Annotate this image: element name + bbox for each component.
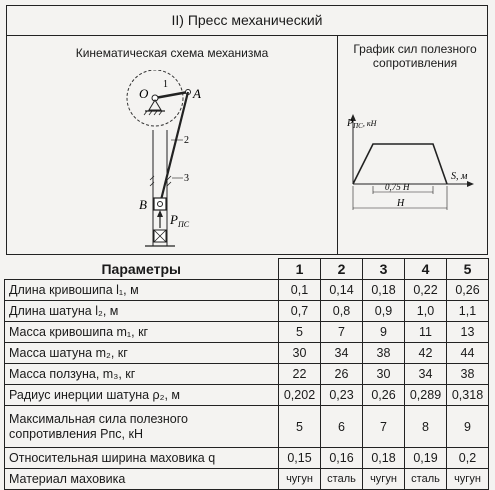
column-header: 3	[363, 259, 405, 280]
param-value: 0,15	[279, 448, 321, 469]
dim-outer-label: H	[397, 198, 405, 209]
param-value: 5	[279, 406, 321, 448]
kinematic-scheme	[117, 70, 227, 256]
param-value: 0,26	[447, 280, 489, 301]
param-value: 13	[447, 322, 489, 343]
param-value: 38	[447, 364, 489, 385]
param-value: 0,23	[321, 385, 363, 406]
param-value: чугун	[279, 469, 321, 490]
param-value: 11	[405, 322, 447, 343]
param-value: 7	[321, 322, 363, 343]
param-name: Масса шатуна m₂, кг	[5, 343, 279, 364]
label-a: A	[193, 86, 201, 101]
table-row	[5, 280, 489, 301]
param-name: Масса ползуна, m₃, кг	[5, 364, 279, 385]
table-row	[5, 406, 489, 448]
param-value: 0,18	[363, 448, 405, 469]
dim-inner-label: 0,75 H	[385, 182, 410, 192]
table-row	[5, 343, 489, 364]
param-value: 30	[279, 343, 321, 364]
column-header: 1	[279, 259, 321, 280]
y-axis-label: $P_{ПС}^{, кН}$	[347, 118, 377, 130]
column-header: 5	[447, 259, 489, 280]
param-value: 0,14	[321, 280, 363, 301]
param-name: Длина кривошипа l₁, м	[5, 280, 279, 301]
param-value: 0,2	[447, 448, 489, 469]
param-value: 0,7	[279, 301, 321, 322]
param-value: 0,26	[363, 385, 405, 406]
param-value: 9	[447, 406, 489, 448]
table-row	[5, 364, 489, 385]
table-row	[5, 469, 489, 490]
label-b: B	[139, 197, 147, 212]
param-name: Масса кривошипа m₁, кг	[5, 322, 279, 343]
title-divider	[7, 35, 487, 36]
param-value: 0,289	[405, 385, 447, 406]
param-value: 34	[405, 364, 447, 385]
column-divider	[337, 35, 338, 254]
param-name: Длина шатуна l₂, м	[5, 301, 279, 322]
param-value: 30	[363, 364, 405, 385]
param-value: 9	[363, 322, 405, 343]
force-curve	[353, 144, 447, 184]
param-value: 42	[405, 343, 447, 364]
param-value: 1,0	[405, 301, 447, 322]
header-box	[6, 5, 488, 255]
param-value: 8	[405, 406, 447, 448]
label-1: 1	[163, 79, 168, 90]
connecting-rod	[160, 92, 188, 204]
param-value: 0,1	[279, 280, 321, 301]
params-header: Параметры	[5, 259, 279, 280]
param-value: 1,1	[447, 301, 489, 322]
param-value: 0,22	[405, 280, 447, 301]
parameters-table	[4, 258, 489, 490]
table-header-row	[5, 259, 489, 280]
param-value: 0,318	[447, 385, 489, 406]
scheme-header: Кинематическая схема механизма	[75, 46, 269, 60]
section-title: II) Пресс механический	[171, 12, 323, 28]
force-graph	[345, 106, 485, 218]
param-value: 22	[279, 364, 321, 385]
param-value: 0,16	[321, 448, 363, 469]
param-value: 0,8	[321, 301, 363, 322]
param-value: 34	[321, 343, 363, 364]
param-value: сталь	[405, 469, 447, 490]
label-2: 2	[184, 135, 189, 146]
label-o: O	[139, 86, 149, 101]
column-header: 4	[405, 259, 447, 280]
param-value: 0,18	[363, 280, 405, 301]
label-3: 3	[184, 173, 189, 184]
param-name: Максимальная сила полезного сопротивления Pпс, кН	[5, 406, 279, 448]
param-value: 0,202	[279, 385, 321, 406]
x-axis-label: S, м	[451, 171, 468, 182]
table-row	[5, 301, 489, 322]
param-value: 26	[321, 364, 363, 385]
table-row	[5, 448, 489, 469]
param-value: сталь	[321, 469, 363, 490]
param-value: 0,9	[363, 301, 405, 322]
param-name: Материал маховика	[5, 469, 279, 490]
param-value: чугун	[363, 469, 405, 490]
force-label: $P_{ПС}$	[170, 212, 190, 229]
table-row	[5, 322, 489, 343]
table-row	[5, 385, 489, 406]
param-value: 6	[321, 406, 363, 448]
param-name: Относительная ширина маховика q	[5, 448, 279, 469]
param-name: Радиус инерции шатуна ρ₂, м	[5, 385, 279, 406]
joint-b	[158, 202, 163, 207]
param-value: чугун	[447, 469, 489, 490]
param-value: 0,19	[405, 448, 447, 469]
column-header: 2	[321, 259, 363, 280]
param-value: 5	[279, 322, 321, 343]
param-value: 7	[363, 406, 405, 448]
param-value: 38	[363, 343, 405, 364]
graph-header: График сил полезного сопротивления	[353, 42, 477, 70]
param-value: 44	[447, 343, 489, 364]
